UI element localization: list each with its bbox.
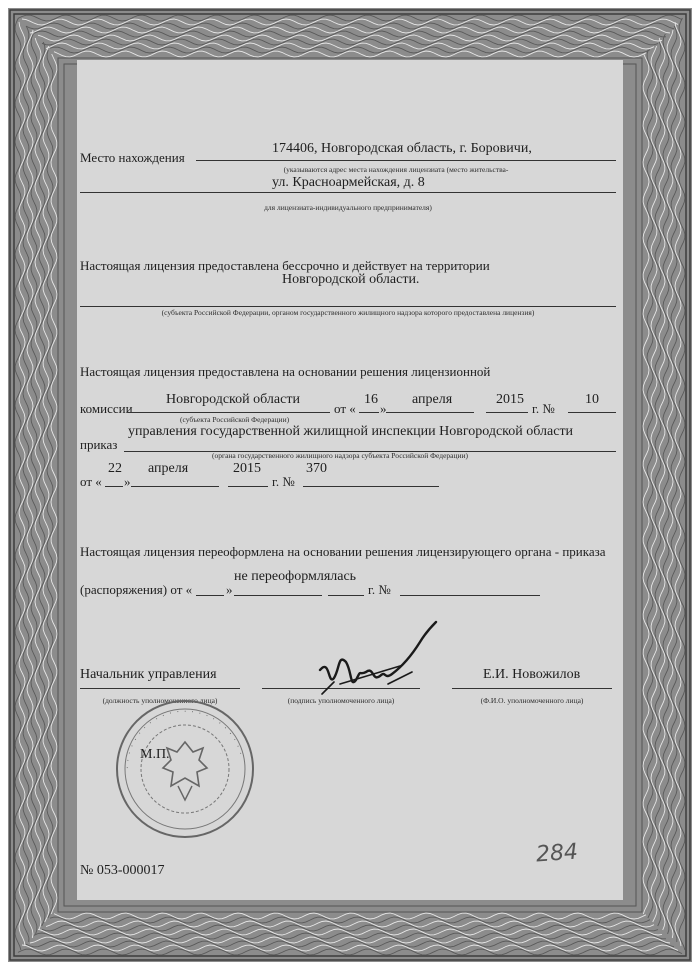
order-caption: (органа государственного жилищного надзора субъекта Российской Федерации) bbox=[212, 451, 469, 460]
validity-underline bbox=[80, 306, 616, 307]
name-value: Е.И. Новожилов bbox=[483, 667, 581, 682]
basis-text: Настоящая лицензия предоставлена на основании решения лицензионной bbox=[80, 364, 491, 379]
commission-year: 2015 bbox=[496, 392, 524, 407]
validity-territory: Новгородской области. bbox=[282, 272, 420, 287]
reissue-year-suffix: г. № bbox=[368, 582, 391, 597]
commission-day-underline bbox=[359, 412, 379, 413]
order-year-suffix: г. № bbox=[272, 474, 295, 489]
reissue-month-underline bbox=[234, 595, 322, 596]
reissue-number-underline bbox=[400, 595, 540, 596]
reissue-day-underline bbox=[196, 595, 224, 596]
commission-year-suffix: г. № bbox=[532, 401, 555, 416]
stamp-label: М.П. bbox=[140, 747, 170, 762]
seal-stamp bbox=[110, 698, 260, 840]
location-value-line1: 174406, Новгородская область, г. Боровичи, bbox=[272, 141, 532, 156]
position-value: Начальник управления bbox=[80, 667, 217, 682]
order-year: 2015 bbox=[233, 461, 261, 476]
license-number: № 053-000017 bbox=[80, 863, 165, 878]
order-number-underline bbox=[303, 486, 439, 487]
order-quote-close: » bbox=[124, 474, 131, 489]
signature-caption: (подпись уполномоченного лица) bbox=[287, 696, 395, 705]
commission-month-underline bbox=[386, 412, 474, 413]
name-caption: (Ф.И.О. уполномоченного лица) bbox=[480, 696, 584, 705]
position-caption: (должность уполномоченного лица) bbox=[102, 696, 218, 705]
validity-caption: (субъекта Российской Федерации, органом государственного жилищного надзора которого предоставлена лицензия) bbox=[161, 308, 535, 317]
location-caption-1: (указываются адрес места нахождения лицензиата (место жительства- bbox=[283, 165, 509, 174]
order-day-underline bbox=[105, 486, 123, 487]
handwritten-page-number: 284 bbox=[535, 839, 579, 868]
commission-caption: (субъекта Российской Федерации) bbox=[180, 415, 290, 424]
order-day: 22 bbox=[108, 461, 122, 476]
position-underline bbox=[80, 688, 240, 689]
reissue-quote-close: » bbox=[226, 582, 233, 597]
reissue-text: Настоящая лицензия переоформлена на основании решения лицензирующего органа - приказа bbox=[80, 544, 606, 559]
signature-image bbox=[300, 618, 450, 703]
location-underline-1 bbox=[196, 160, 616, 161]
validity-text: Настоящая лицензия предоставлена бессрочно и действует на территории bbox=[80, 258, 490, 273]
commission-day: 16 bbox=[364, 392, 378, 407]
order-number: 370 bbox=[306, 461, 327, 476]
order-month-underline bbox=[131, 486, 219, 487]
order-from-label: от « bbox=[80, 474, 102, 489]
reissue-value: не переоформлялась bbox=[234, 569, 357, 584]
order-body: управления государственной жилищной инспекции Новгородской области bbox=[128, 424, 574, 439]
commission-year-underline bbox=[486, 412, 528, 413]
commission-from-label: от « bbox=[334, 401, 356, 416]
order-year-underline bbox=[228, 486, 268, 487]
location-value-line2: ул. Красноармейская, д. 8 bbox=[272, 175, 425, 190]
name-underline bbox=[452, 688, 612, 689]
reissue-from-label: (распоряжения) от « bbox=[80, 582, 193, 597]
commission-month: апреля bbox=[412, 392, 453, 407]
commission-quote-close: » bbox=[380, 401, 387, 416]
commission-label: комиссии bbox=[80, 401, 133, 416]
commission-underline bbox=[128, 412, 330, 413]
svg-text:· · · · · · · · · · · · · · ·: · · · · · · · · · · · · · · · · · · · · · · · bbox=[122, 706, 246, 770]
location-label: Место нахождения bbox=[80, 150, 185, 165]
commission-number-underline bbox=[568, 412, 616, 413]
order-month: апреля bbox=[148, 461, 189, 476]
location-caption-2: для лицензиата-индивидуального предпринимателя) bbox=[264, 203, 432, 212]
reissue-year-underline bbox=[328, 595, 364, 596]
order-label: приказ bbox=[80, 437, 118, 452]
commission-value: Новгородской области bbox=[166, 392, 300, 407]
location-underline-2 bbox=[80, 192, 616, 193]
commission-number: 10 bbox=[585, 392, 599, 407]
